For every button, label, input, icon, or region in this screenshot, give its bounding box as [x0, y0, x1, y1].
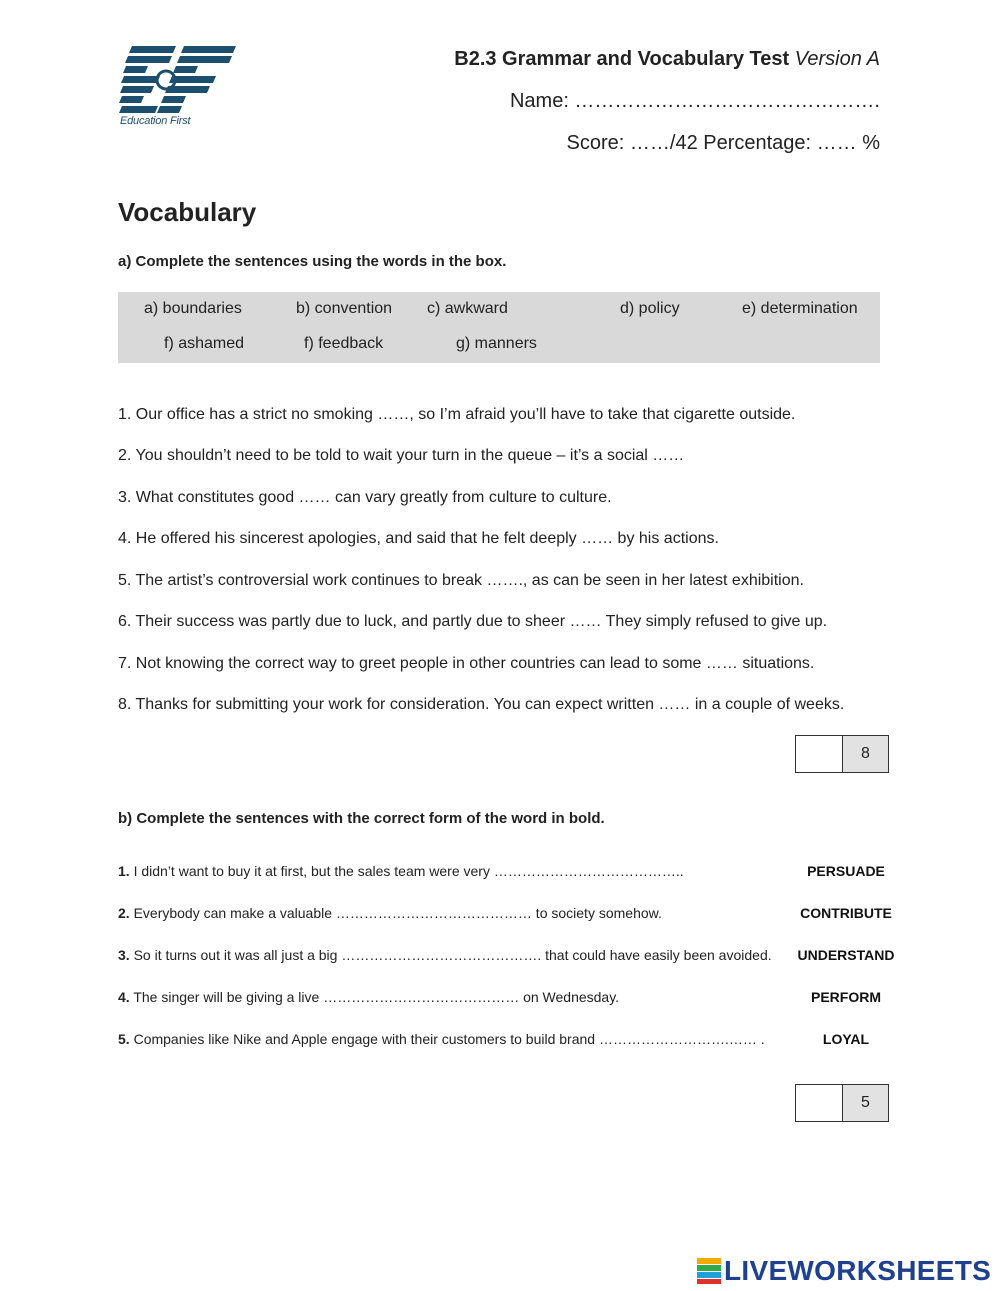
part-b-max-score: 5 — [843, 1085, 888, 1121]
part-b-score-input[interactable] — [796, 1085, 843, 1121]
liveworksheets-brand[interactable] — [697, 1255, 991, 1287]
keyword-1: PERSUADE — [807, 863, 885, 879]
item-number: 3. — [118, 947, 130, 963]
keyword-5: LOYAL — [822, 1031, 870, 1047]
item-text: The singer will be giving a live …………………………………… on Wednesday. — [129, 989, 620, 1005]
sentence-7: 7. Not knowing the correct way to greet people in other countries can lead to some …… situations. — [118, 655, 815, 672]
sentence-6: 6. Their success was partly due to luck, and partly due to sheer …… They simply refused to give up. — [118, 613, 828, 630]
part-b-item-4 — [118, 989, 619, 1005]
keyword-4: PERFORM — [811, 989, 881, 1005]
word-option: d) policy — [620, 300, 680, 317]
test-title-text: B2.3 Grammar and Vocabulary Test — [454, 48, 790, 70]
item-number: 4. — [118, 989, 130, 1005]
keyword-2: CONTRIBUTE — [800, 905, 892, 921]
part-b-score-box — [795, 1084, 889, 1122]
part-a-score-box — [795, 735, 889, 773]
sentence-5: 5. The artist’s controversial work continues to break ……., as can be seen in her latest exhibition. — [118, 572, 804, 589]
part-a-max-score: 8 — [843, 736, 888, 772]
word-option: e) determination — [742, 300, 858, 317]
item-text: I didn’t want to buy it at first, but the sales team were very ………………………………….. — [129, 863, 684, 879]
sentence-3: 3. What constitutes good …… can vary greatly from culture to culture. — [118, 489, 612, 506]
test-title — [454, 48, 880, 71]
part-a-score-input[interactable] — [796, 736, 843, 772]
logo-caption: Education First — [120, 115, 191, 127]
item-number: 5. — [118, 1031, 130, 1047]
part-b-instruction: b) Complete the sentences with the correct form of the word in bold. — [118, 810, 605, 827]
part-b-item-3 — [118, 947, 772, 963]
word-option: b) convention — [296, 300, 393, 317]
item-text: Companies like Nike and Apple engage with their customers to build brand ……………………….…… . — [129, 1031, 765, 1047]
sentence-8: 8. Thanks for submitting your work for consideration. You can expect written …… in a couple of weeks. — [118, 696, 845, 713]
name-line[interactable]: Name: ………………………………………. — [509, 90, 880, 112]
item-number: 2. — [118, 905, 130, 921]
item-text: Everybody can make a valuable …………………………………… to society somehow. — [129, 905, 662, 921]
sentence-4: 4. He offered his sincerest apologies, and said that he felt deeply …… by his actions. — [118, 530, 719, 547]
part-a-instruction: a) Complete the sentences using the words in the box. — [118, 253, 507, 270]
part-b-item-5 — [118, 1031, 765, 1047]
item-number: 1. — [118, 863, 130, 879]
section-title: Vocabulary — [118, 197, 257, 227]
test-version: Version A — [794, 48, 880, 70]
word-option: c) awkward — [427, 300, 508, 317]
liveworksheets-wordmark: LIVEWORKSHEETS — [724, 1255, 992, 1286]
word-option: g) manners — [456, 335, 537, 352]
keyword-3: UNDERSTAND — [797, 947, 895, 963]
part-b-item-2 — [118, 905, 662, 921]
word-option: f) feedback — [304, 335, 384, 352]
part-b-item-1 — [118, 863, 684, 879]
sentence-2: 2. You shouldn’t need to be told to wait your turn in the queue – it’s a social …… — [118, 447, 685, 464]
score-line: Score: ……/42 Percentage: …… % — [566, 132, 880, 154]
item-text: So it turns out it was all just a big ……………………………………. that could have easily been avoided. — [129, 947, 772, 963]
word-option: f) ashamed — [164, 335, 245, 352]
liveworksheets-logo-icon — [697, 1258, 721, 1284]
sentence-1: 1. Our office has a strict no smoking ……, so I’m afraid you’ll have to take that cigarette outside. — [118, 406, 796, 423]
word-option: a) boundaries — [144, 300, 242, 317]
